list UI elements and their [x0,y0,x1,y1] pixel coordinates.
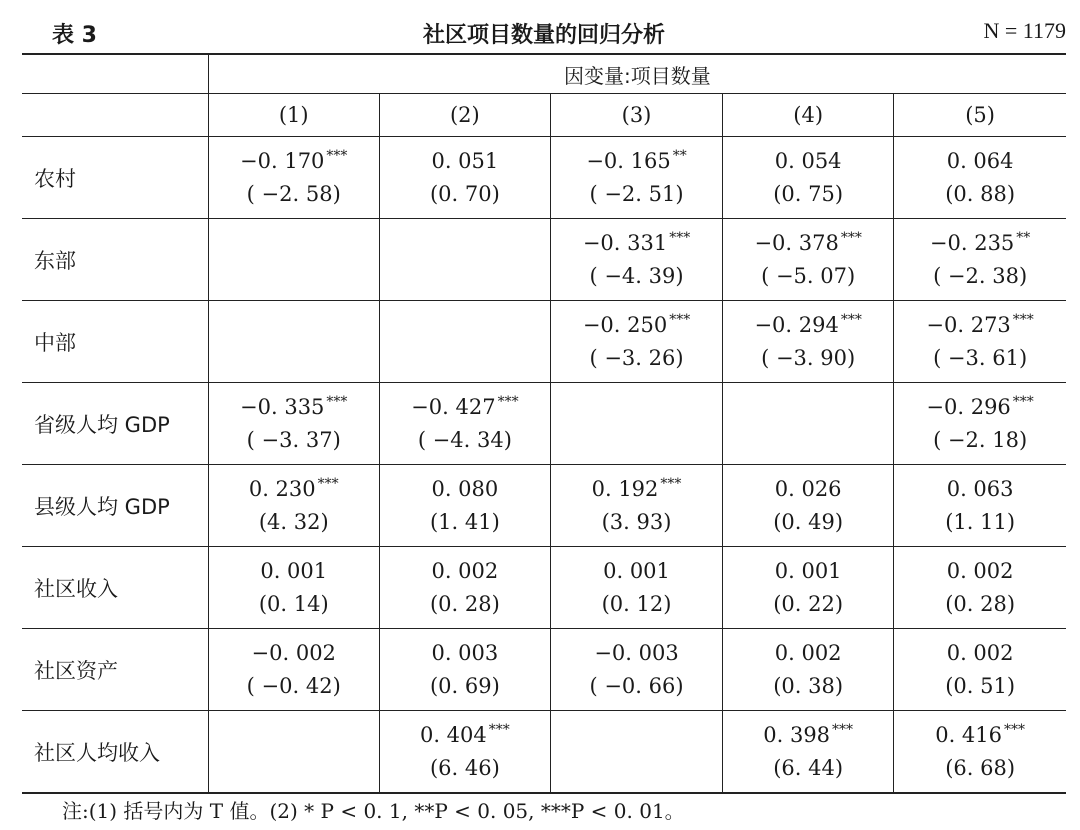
coefficient [380,637,550,670]
coefficient [551,309,722,342]
t-value: (0. 49) [773,509,844,534]
significance-stars: *** [840,229,862,246]
table-cell [208,629,379,711]
t-value: (0. 12) [601,591,672,616]
table-cell [723,301,894,383]
row-label: 县级人均 GDP [22,465,208,547]
table-cell [894,383,1066,465]
significance-stars: *** [840,311,862,328]
table-cell [379,711,550,794]
coefficient-value: −0. 296 [926,394,1011,419]
t-value: (0. 75) [773,181,844,206]
t-value: ( −0. 42) [246,673,341,698]
table-cell [723,137,894,219]
table-cell [550,219,722,301]
table-cell [723,711,894,794]
row-label: 中部 [22,301,208,383]
coefficient [894,391,1066,424]
coefficient-value: −0. 273 [926,312,1011,337]
table-cell [550,547,722,629]
significance-stars: *** [660,475,682,492]
t-value: (0. 28) [945,591,1016,616]
coefficient-value: 0. 054 [774,148,842,173]
coefficient-value: 0. 051 [431,148,499,173]
row-label: 社区资产 [22,629,208,711]
dependent-variable-row [22,54,1066,94]
table-row [22,383,1066,465]
row-label: 社区人均收入 [34,740,160,765]
significance-stars: ** [1016,229,1031,246]
t-value: (0. 28) [429,591,500,616]
table-cell [379,465,550,547]
t-value: ( −0. 66) [589,673,684,698]
coefficient-value: 0. 002 [774,640,842,665]
table-cell [208,219,379,301]
row-label: 省级人均 GDP [22,383,208,465]
t-value: (6. 46) [429,755,500,780]
t-value: (0. 14) [258,591,329,616]
table-cell [894,711,1066,794]
table-row [22,629,1066,711]
table-cell [208,465,379,547]
t-value: ( −3. 26) [589,345,684,370]
coefficient-value: −0. 003 [594,640,679,665]
corner-cell [22,54,208,94]
significance-stars: *** [317,475,339,492]
regression-table-body [22,54,1066,793]
coefficient-value: 0. 002 [946,558,1014,583]
table-row [22,547,1066,629]
coefficient [209,555,379,588]
table-cell [723,219,894,301]
table-cell [894,547,1066,629]
table-cell [723,629,894,711]
coefficient-value: 0. 002 [946,640,1014,665]
coefficient-value: −0. 250 [582,312,668,337]
significance-stars: *** [1012,393,1034,410]
coefficient [380,473,550,506]
coefficient-value: 0. 064 [946,148,1014,173]
table-row [22,301,1066,383]
table-row [22,137,1066,219]
corner-cell [22,94,208,137]
coefficient [723,145,893,178]
significance-stars: *** [326,147,348,164]
coefficient-value: −0. 378 [754,230,839,255]
t-value: (1. 11) [945,509,1016,534]
coefficient [723,637,893,670]
coefficient-value: 0. 001 [774,558,842,583]
coefficient [723,555,893,588]
significance-stars: *** [497,393,519,410]
t-value: ( −4. 34) [417,427,512,452]
table-cell [208,383,379,465]
coefficient-value: 0. 003 [431,640,499,665]
coefficient-value: −0. 335 [240,394,325,419]
coefficient-value: −0. 294 [754,312,839,337]
table-row [22,465,1066,547]
significance-stars: *** [669,311,691,328]
table-cell [379,219,550,301]
coefficient [723,309,893,342]
model-header: (3) [550,94,722,137]
coefficient [551,637,722,670]
coefficient-value: −0. 165 [586,148,671,173]
coefficient-value: −0. 235 [929,230,1015,255]
coefficient-value: 0. 001 [603,558,670,583]
table-row [22,219,1066,301]
significance-stars: *** [488,721,510,738]
table-cell [894,137,1066,219]
t-value: (0. 70) [429,181,500,206]
coefficient [894,719,1066,752]
table-cell [379,137,550,219]
table-cell [550,711,722,794]
significance-stars: ** [672,147,687,164]
table-cell [208,137,379,219]
table-cell [379,301,550,383]
table-cell [379,547,550,629]
coefficient [209,391,379,424]
coefficient [894,145,1066,178]
coefficient-value: 0. 063 [946,476,1014,501]
t-value: (1. 41) [429,509,500,534]
coefficient-value: 0. 230 [248,476,316,501]
coefficient [209,145,379,178]
t-value: ( −2. 18) [933,427,1028,452]
table-note: 注:(1) 括号内为 T 值。(2) * P < 0. 1, **P < 0. 05, ***P < 0. 01。 [62,799,685,823]
coefficient-value: −0. 331 [582,230,668,255]
coefficient [894,309,1066,342]
t-value: (0. 22) [773,591,844,616]
table-row [22,711,1066,794]
table-cell [894,465,1066,547]
table-cell [208,711,379,794]
sample-size: N = 1179 [983,18,1066,43]
table-cell [208,547,379,629]
significance-stars: *** [1012,311,1034,328]
table-cell [894,629,1066,711]
t-value: (0. 38) [773,673,844,698]
t-value: ( −3. 90) [761,345,856,370]
t-value: (0. 69) [429,673,500,698]
coefficient [551,555,722,588]
table-caption [22,14,1066,48]
t-value: ( −3. 37) [246,427,341,452]
table-cell [550,137,722,219]
table-cell [550,301,722,383]
coefficient [380,391,550,424]
coefficient [551,473,722,506]
coefficient-value: 0. 080 [431,476,499,501]
coefficient [723,719,893,752]
coefficient [380,555,550,588]
table-cell [550,629,722,711]
t-value: (0. 51) [945,673,1016,698]
t-value: (0. 88) [945,181,1016,206]
t-value: (6. 68) [945,755,1016,780]
t-value: ( −4. 39) [589,263,684,288]
t-value: ( −5. 07) [761,263,856,288]
coefficient-value: 0. 026 [774,476,842,501]
significance-stars: *** [669,229,691,246]
coefficient [894,637,1066,670]
table-title: 社区项目数量的回归分析 [422,23,665,48]
table-cell [723,465,894,547]
coefficient-value: 0. 192 [591,476,659,501]
coefficient [551,227,722,260]
coefficient [380,719,550,752]
regression-table [22,53,1066,794]
model-header: (2) [379,94,550,137]
coefficient-value: 0. 001 [260,558,328,583]
row-label: 东部 [22,219,208,301]
t-value: ( −2. 38) [933,263,1028,288]
coefficient [894,555,1066,588]
coefficient-value: 0. 002 [431,558,499,583]
model-header: (4) [723,94,894,137]
table-number: 表 3 [52,23,97,48]
coefficient [551,145,722,178]
coefficient-value: −0. 427 [411,394,496,419]
coefficient [723,473,893,506]
significance-stars: *** [326,393,348,410]
coefficient-value: −0. 170 [240,148,325,173]
coefficient [209,637,379,670]
coefficient-value: 0. 404 [419,722,487,747]
model-header-row [22,94,1066,137]
coefficient-value: −0. 002 [251,640,336,665]
coefficient [723,227,893,260]
model-header: (1) [208,94,379,137]
model-header: (5) [894,94,1066,137]
significance-stars: *** [1004,721,1025,738]
t-value: (6. 44) [773,755,844,780]
table-cell [894,301,1066,383]
t-value: (3. 93) [601,509,672,534]
coefficient-value: 0. 398 [763,722,831,747]
t-value: (4. 32) [258,509,329,534]
coefficient [209,473,379,506]
coefficient [894,473,1066,506]
significance-stars: *** [832,721,854,738]
coefficient [380,145,550,178]
t-value: ( −2. 58) [246,181,341,206]
table-cell [550,465,722,547]
dependent-variable-header: 因变量:项目数量 [208,54,1066,94]
table-cell [208,301,379,383]
coefficient-value: 0. 416 [935,722,1002,747]
table-cell [550,383,722,465]
table-cell [379,383,550,465]
row-label: 社区收入 [22,547,208,629]
table-cell [379,629,550,711]
t-value: ( −3. 61) [933,345,1028,370]
table-cell [723,383,894,465]
row-label: 农村 [22,137,208,219]
table-cell [723,547,894,629]
t-value: ( −2. 51) [589,181,684,206]
table-cell [894,219,1066,301]
coefficient [894,227,1066,260]
